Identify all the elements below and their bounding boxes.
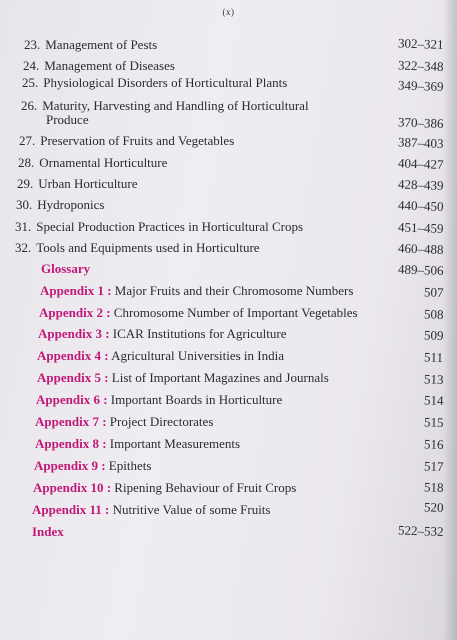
appendix-label: Appendix 4 : <box>37 348 109 363</box>
page-number: 520 <box>423 499 444 515</box>
chapter-number: 26. <box>21 98 38 113</box>
page-number: 508 <box>423 306 444 322</box>
chapter-title: Maturity, Harvesting and Handling of Horticultural <box>42 98 309 113</box>
appendix-title: Important Measurements <box>109 436 241 451</box>
appendix-label: Appendix 3 : <box>38 326 110 341</box>
toc-entry-appendix <box>40 283 353 299</box>
appendix-label: Appendix 2 : <box>39 305 111 320</box>
page-range: 440–450 <box>397 197 444 214</box>
chapter-number: 24. <box>23 58 40 73</box>
page-range: 349–369 <box>397 77 444 94</box>
toc-entry-appendix <box>37 370 329 386</box>
chapter-title: Tools and Equipments used in Horticulture <box>36 240 260 255</box>
appendix-label: Appendix 8 : <box>35 436 107 451</box>
toc-entry-appendix <box>37 348 284 364</box>
toc-entry-appendix <box>38 326 286 342</box>
chapter-number: 27. <box>19 133 36 148</box>
page-range: 460–488 <box>397 240 444 257</box>
chapter-title: Ornamental Horticulture <box>39 155 168 170</box>
page-range: 404–427 <box>397 155 444 172</box>
toc-entry-chapter <box>23 58 175 74</box>
chapter-number: 28. <box>18 155 35 170</box>
appendix-label: Appendix 5 : <box>37 370 109 385</box>
toc-entry-chapter <box>17 176 138 192</box>
chapter-number: 31. <box>15 219 32 234</box>
chapter-title: Management of Pests <box>45 37 158 52</box>
page-range: 428–439 <box>397 176 444 193</box>
chapter-number: 23. <box>24 37 41 52</box>
page-number: 507 <box>423 284 444 300</box>
appendix-title: List of Important Magazines and Journals <box>111 370 329 385</box>
toc-entry-chapter <box>22 75 287 91</box>
appendix-label: Appendix 6 : <box>36 392 108 407</box>
page-number: 518 <box>423 479 444 495</box>
toc-entry-chapter <box>24 37 157 53</box>
toc-entry-chapter <box>15 219 303 235</box>
appendix-title: Nutritive Value of some Fruits <box>112 502 271 517</box>
page-range: 322–348 <box>397 57 444 74</box>
chapter-title: Special Production Practices in Horticultural Crops <box>36 219 304 234</box>
appendix-label: Appendix 11 : <box>32 502 110 517</box>
appendix-label: Appendix 1 : <box>40 283 112 298</box>
appendix-title: Important Boards in Horticulture <box>110 392 283 407</box>
chapter-title: Urban Horticulture <box>38 176 138 191</box>
chapter-title: Preservation of Fruits and Vegetables <box>40 133 235 148</box>
page-number: 516 <box>423 436 444 452</box>
chapter-title: Management of Diseases <box>44 58 175 73</box>
chapter-number: 30. <box>16 197 33 212</box>
toc-entry-chapter <box>19 133 234 149</box>
page-header: (x) <box>222 7 235 17</box>
toc-entry-appendix <box>32 502 270 518</box>
appendix-title: Agricultural Universities in India <box>111 348 285 363</box>
toc-entry-chapter <box>16 197 104 213</box>
toc-entry-appendix <box>36 392 282 408</box>
chapter-number: 32. <box>15 240 32 255</box>
toc-entry-index: Index <box>32 524 64 539</box>
appendix-title: ICAR Institutions for Agriculture <box>112 326 287 341</box>
appendix-label: Appendix 10 : <box>33 480 112 495</box>
chapter-title: Hydroponics <box>37 197 105 212</box>
toc-entry-chapter <box>18 155 167 171</box>
page-range: 522–532 <box>397 522 444 539</box>
toc-entry-appendix <box>35 414 213 430</box>
appendix-title: Project Directorates <box>109 414 214 429</box>
page-number: 517 <box>423 458 444 474</box>
toc-entry-appendix <box>39 305 358 321</box>
toc-entry-chapter <box>15 240 260 256</box>
page-range: 370–386 <box>397 114 444 131</box>
page-number: 515 <box>423 414 444 430</box>
chapter-number: 29. <box>17 176 34 191</box>
appendix-label: Appendix 7 : <box>35 414 107 429</box>
toc-entry-appendix <box>33 480 296 496</box>
page-range: 302–321 <box>397 35 444 52</box>
appendix-title: Epithets <box>108 458 152 473</box>
chapter-number: 25. <box>22 75 39 90</box>
page-number: 509 <box>423 327 444 343</box>
page-number: 513 <box>423 371 444 387</box>
chapter-title: Physiological Disorders of Horticultural Plants <box>43 75 288 90</box>
page-range: 489–506 <box>397 261 444 278</box>
appendix-title: Major Fruits and their Chromosome Numbers <box>114 283 354 298</box>
toc-entry-appendix <box>35 436 240 452</box>
page-number: 511 <box>423 349 444 365</box>
page-number: 514 <box>423 392 444 408</box>
page-range: 451–459 <box>397 219 444 236</box>
appendix-label: Appendix 9 : <box>34 458 106 473</box>
page-range: 387–403 <box>397 134 444 151</box>
toc-entry-glossary: Glossary <box>41 261 91 276</box>
chapter-title-continued: Produce <box>46 112 89 127</box>
toc-entry-appendix <box>34 458 151 474</box>
appendix-title: Chromosome Number of Important Vegetables <box>113 305 358 320</box>
appendix-title: Ripening Behaviour of Fruit Crops <box>114 480 297 495</box>
